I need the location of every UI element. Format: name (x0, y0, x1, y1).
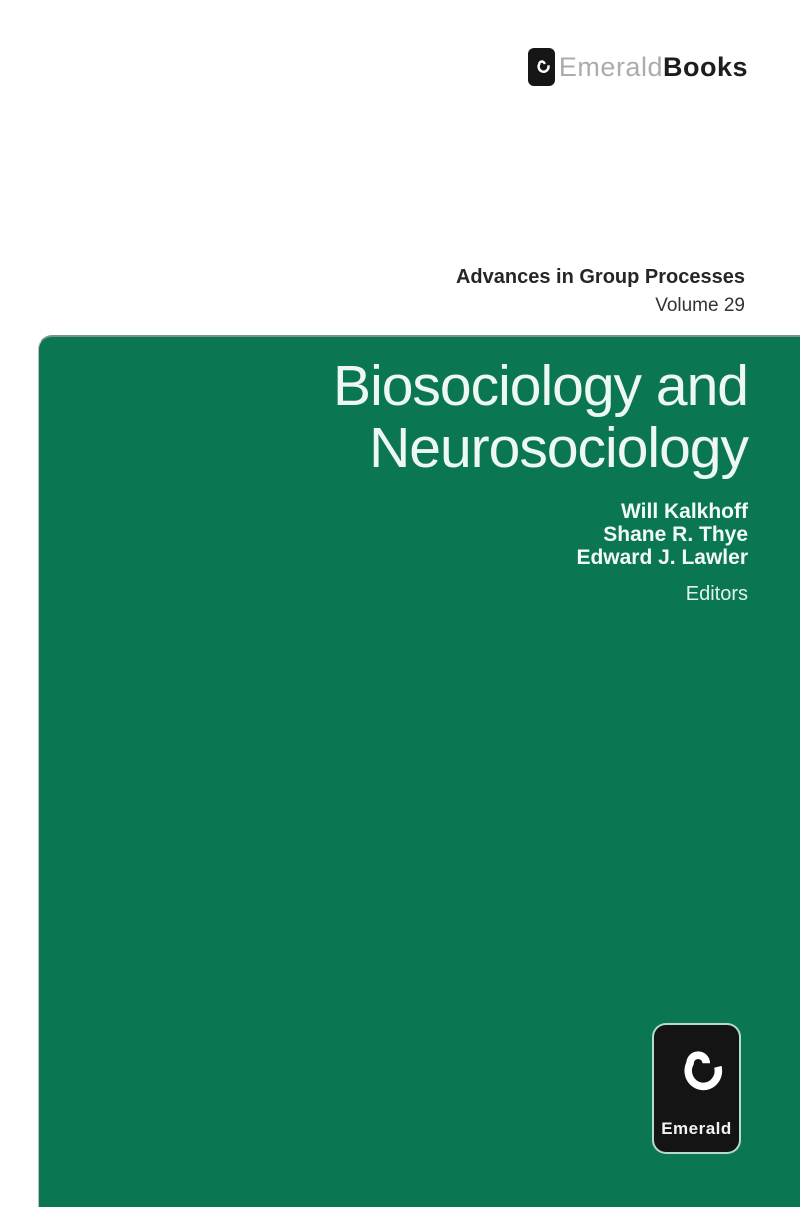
editor-name: Edward J. Lawler (576, 546, 748, 569)
cover-panel (38, 335, 800, 1207)
brand-wordmark (559, 52, 748, 83)
series-name: Advances in Group Processes (455, 266, 745, 288)
editor-name: Shane R. Thye (603, 523, 748, 546)
title-line-2: Neurosociology (369, 416, 748, 480)
publisher-logo (654, 1025, 739, 1152)
book-title (333, 355, 748, 479)
emerald-spiral-icon (528, 48, 555, 86)
title-line-1: Biosociology and (333, 354, 748, 418)
series-volume: Volume 29 (655, 295, 745, 316)
series-block (456, 263, 745, 319)
emerald-spiral-icon (668, 1034, 726, 1115)
publisher-logo-label: Emerald (661, 1119, 732, 1138)
emerald-books-logo (528, 48, 748, 86)
brand-name-light: Emerald (558, 51, 663, 82)
editors-label: Editors (685, 583, 748, 605)
editors-block (576, 500, 748, 606)
editor-name: Will Kalkhoff (621, 500, 748, 523)
brand-name-bold: Books (662, 51, 748, 82)
